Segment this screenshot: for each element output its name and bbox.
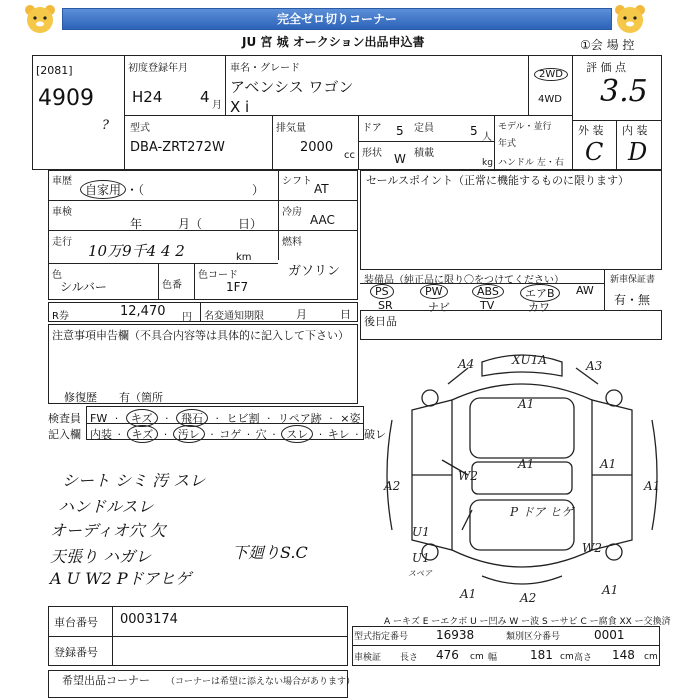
- width-value: 181: [530, 648, 553, 662]
- mark-a1-far-right: A1: [644, 479, 661, 493]
- inspector-label2: 記入欄: [48, 428, 81, 441]
- interior-label: 内 装: [622, 124, 648, 137]
- insp-int-scratch[interactable]: キズ: [127, 425, 159, 443]
- colorcode-value: 1F7: [226, 280, 249, 294]
- mark-a1-rear: A1: [460, 587, 477, 601]
- insp-scratch[interactable]: キズ: [126, 409, 158, 427]
- mark-a2-rear: A2: [520, 591, 537, 604]
- divider: [572, 120, 662, 121]
- length-label: 長さ: [400, 653, 419, 663]
- car-grade: X i: [230, 98, 250, 116]
- cooler-label: 冷房: [282, 207, 302, 218]
- divider: [272, 115, 273, 170]
- plate-label: 登録番号: [54, 646, 98, 659]
- width-unit: cm: [560, 652, 574, 662]
- name-change-label: 名変通知期限: [204, 311, 264, 322]
- insp-chip[interactable]: 飛石: [176, 409, 208, 427]
- corner-note: （コーナーは希望に添えない場合があります）: [166, 677, 356, 687]
- color-value: シルバー: [60, 280, 107, 294]
- model-change-label: モデル・並行: [498, 122, 552, 132]
- mark-a4: A4: [458, 357, 475, 371]
- equip-pw[interactable]: PW: [420, 284, 448, 299]
- exterior-label: 外 装: [578, 124, 604, 137]
- insp-repair[interactable]: リペア跡: [278, 412, 322, 425]
- displacement-label: 排気量: [276, 123, 306, 134]
- repair-history: 修復歴 有（箇所: [64, 391, 163, 404]
- height-value: 148: [612, 648, 635, 662]
- shape-value: W: [394, 152, 406, 166]
- insp-wear[interactable]: スレ: [281, 425, 313, 443]
- length-unit: cm: [470, 652, 484, 662]
- capacity-unit: 人: [482, 132, 492, 143]
- after-fit-label: 後日品: [364, 315, 397, 328]
- height-unit: cm: [644, 652, 658, 662]
- handwritten-note-5: A U W2 Pドアヒゲ: [50, 569, 192, 588]
- damage-legend: A ーキズ E ーエクボ U ー凹み W ー波 S ーサビ C ー腐食 XX ー交換済: [384, 617, 671, 627]
- handwritten-note-2: ハンドルスレ: [58, 497, 154, 516]
- first-reg-era: H24: [132, 88, 163, 106]
- lot-number: 4909: [38, 86, 94, 111]
- first-reg-month-unit: 月: [212, 100, 222, 111]
- drive-2wd[interactable]: 2WD: [534, 68, 568, 81]
- chassis-label: 車台番号: [54, 616, 98, 629]
- capacity-label: 定員: [414, 123, 434, 134]
- equip-aw[interactable]: AW: [576, 284, 594, 297]
- handwritten-note-4: 天張り ハガレ: [50, 547, 152, 566]
- insp-fw: FW: [90, 412, 108, 425]
- inspector-row2: 内装 · キズ · 汚レ · コゲ · 穴 · スレ · キレ · 破レ: [90, 425, 386, 443]
- mileage-value: 10万9千4 4 2: [88, 242, 185, 260]
- divider: [48, 263, 278, 264]
- divider: [358, 115, 359, 170]
- divider: [352, 645, 660, 646]
- mark-a1-roof: A1: [518, 397, 535, 411]
- handle-side: ハンドル 左・右: [498, 158, 564, 168]
- shift-value: AT: [314, 182, 329, 196]
- divider: [278, 170, 279, 260]
- inspection-label: 車検: [52, 207, 72, 218]
- dims-label: 車検証: [354, 653, 382, 663]
- divider: [494, 115, 495, 170]
- designation-label: 型式指定番号: [354, 632, 409, 642]
- mileage-label: 走行: [52, 237, 72, 248]
- class-value: 0001: [594, 628, 625, 642]
- score-value: 3.5: [600, 74, 648, 109]
- recycle-label: R券: [52, 311, 69, 322]
- recycle-value: 12,470: [120, 304, 166, 319]
- mileage-unit: km: [236, 252, 252, 263]
- mark-a3: A3: [586, 359, 603, 373]
- lot-small-no: [2081]: [36, 64, 73, 77]
- insp-cut[interactable]: キレ: [327, 428, 350, 441]
- capacity-value: 5: [470, 124, 478, 138]
- notes-label: 注意事項申告欄（不具合内容等は具体的に記入して下さい）: [52, 329, 349, 342]
- name-change-value: 月 日: [296, 308, 351, 321]
- designation-value: 16938: [436, 628, 475, 642]
- insp-replace[interactable]: ×姿: [340, 412, 361, 425]
- mark-p-door: P ドア ヒゲ: [510, 505, 574, 519]
- fuel-label: 燃料: [282, 237, 302, 248]
- drive-4wd[interactable]: 4WD: [538, 94, 562, 105]
- equip-airbag[interactable]: エアB: [520, 284, 560, 302]
- model-value: DBA-ZRT272W: [130, 140, 225, 155]
- insp-int-dirt[interactable]: 汚レ: [173, 425, 205, 443]
- recycle-unit: 円: [182, 312, 192, 323]
- class-label: 類別区分番号: [506, 632, 561, 642]
- colorcode-label: 色コード: [198, 270, 238, 281]
- mark-a2-left: A2: [384, 479, 401, 493]
- mark-u1-side: U1: [412, 525, 430, 539]
- shift-label: シフト: [282, 176, 312, 187]
- equip-leather[interactable]: カワ: [528, 301, 550, 314]
- displacement-unit: cc: [344, 150, 355, 161]
- load-label: 積載: [414, 148, 434, 159]
- shape-label: 形状: [362, 148, 382, 159]
- car-damage-diagram: [372, 340, 672, 604]
- after-fit-box: [360, 310, 662, 340]
- handwritten-note-1: シート シミ 汚 スレ: [62, 471, 206, 490]
- usage-row: [80, 180, 264, 199]
- divider: [48, 636, 348, 637]
- color-label: 色: [52, 270, 62, 281]
- usage-value[interactable]: 自家用: [80, 180, 126, 199]
- divider: [572, 55, 573, 170]
- copy-label: ①会 場 控: [580, 38, 635, 52]
- divider: [48, 200, 358, 201]
- lot-mark: ?: [102, 118, 109, 133]
- mark-u1-left: U1: [412, 551, 430, 565]
- doors-label: ドア: [362, 123, 382, 134]
- equip-abs[interactable]: ABS: [472, 284, 504, 299]
- sales-point-label: セールスポイント（正常に機能するものに限ります）: [366, 174, 630, 187]
- mark-a1-center: A1: [518, 457, 535, 471]
- divider: [200, 302, 201, 322]
- handwritten-note-6: 下廻りS.C: [232, 543, 308, 562]
- color-code-label: 色番: [162, 280, 182, 291]
- equip-sr[interactable]: SR: [378, 299, 393, 312]
- model-year-label: 年式: [498, 139, 517, 149]
- equip-tv[interactable]: TV: [480, 299, 495, 312]
- equip-navi[interactable]: ナビ: [428, 301, 450, 314]
- divider: [616, 120, 617, 170]
- cooler-value: AAC: [310, 213, 335, 227]
- insp-crack[interactable]: ヒビ割: [226, 412, 260, 425]
- insp-burn[interactable]: コゲ: [219, 428, 242, 441]
- corner-banner: 完全ゼロ切りコーナー: [62, 8, 612, 30]
- inspector-row1: FW · キズ · 飛石 · ヒビ割 · リペア跡 · ×姿: [90, 409, 361, 427]
- equip-ps[interactable]: PS: [370, 284, 394, 299]
- load-unit: kg: [482, 158, 493, 168]
- insp-tear[interactable]: 破レ: [364, 428, 387, 441]
- usage-rest: ・（ ）: [126, 183, 265, 197]
- divider: [124, 115, 572, 116]
- mark-a1-right: A1: [600, 457, 617, 471]
- equipment-label: 装備品（純正品に限り〇をつけてください）: [364, 275, 564, 286]
- first-reg-month: 4: [200, 88, 210, 106]
- new-warranty-label: 新車保証書: [610, 275, 656, 285]
- divider: [358, 141, 494, 142]
- divider: [124, 55, 125, 170]
- inspection-value: 年 月（ 日）: [130, 217, 263, 231]
- height-label: 高さ: [574, 653, 593, 663]
- length-value: 476: [436, 648, 459, 662]
- mark-xu1a: XU1A: [512, 353, 547, 367]
- insp-interior: 内装: [90, 428, 112, 441]
- corner-label: 希望出品コーナー: [62, 674, 150, 687]
- exterior-value: C: [585, 138, 604, 166]
- interior-value: D: [628, 138, 648, 166]
- displacement-value: 2000: [300, 140, 334, 155]
- chassis-value: 0003174: [120, 612, 178, 627]
- divider: [604, 270, 605, 310]
- divider: [194, 263, 195, 300]
- divider: [225, 55, 226, 115]
- car-name-label: 車名・グレード: [230, 63, 300, 74]
- divider: [528, 55, 529, 115]
- first-reg-label: 初度登録年月: [128, 63, 188, 74]
- divider: [158, 263, 159, 300]
- mark-a1-rear-right: A1: [602, 583, 619, 597]
- company-title: JU 宮 城 オークション出品申込書: [242, 35, 425, 49]
- width-label: 幅: [488, 653, 498, 663]
- usage-label: 車歴: [52, 176, 72, 187]
- divider: [112, 606, 113, 666]
- mark-w2-right: W2: [582, 541, 602, 555]
- mascot-bear-right-icon: [612, 2, 648, 36]
- new-warranty-value: 有・無: [614, 293, 651, 307]
- inspector-label1: 検査員: [48, 412, 81, 425]
- mark-w2-left: W2: [458, 469, 478, 483]
- score-label: 評 価 点: [586, 61, 626, 74]
- insp-hole[interactable]: 穴: [255, 428, 267, 441]
- fuel-value: ガソリン: [288, 264, 341, 279]
- model-label: 型式: [130, 123, 150, 134]
- mascot-bear-left-icon: [22, 2, 58, 36]
- doors-value: 5: [396, 124, 404, 138]
- handwritten-note-3: オーディオ穴 欠: [50, 521, 166, 540]
- divider: [48, 230, 358, 231]
- car-name: アベンシス ワゴン: [230, 78, 354, 96]
- mark-spare: スペア: [408, 569, 432, 578]
